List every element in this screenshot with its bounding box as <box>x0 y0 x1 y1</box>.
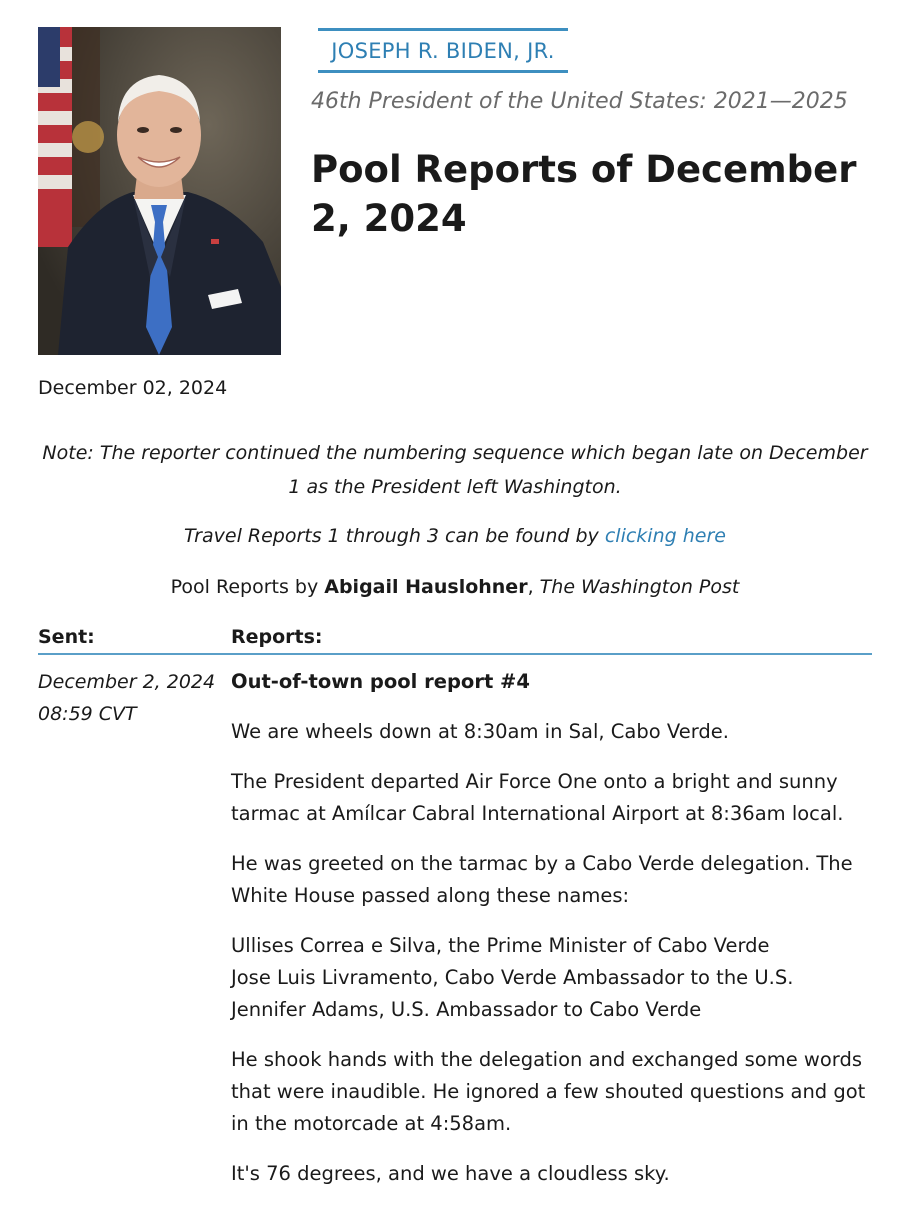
president-subtitle: 46th President of the United States: 2021—2025 <box>311 89 848 114</box>
header-divider <box>38 653 872 655</box>
delegation-name: Jose Luis Livramento, Cabo Verde Ambassador to the U.S. <box>231 966 794 989</box>
sent-date: December 2, 2024 <box>38 671 216 693</box>
president-portrait <box>38 27 281 355</box>
column-header-sent: Sent: <box>38 626 95 648</box>
byline-prefix: Pool Reports by <box>170 576 325 598</box>
report-paragraph: The President departed Air Force One onto a bright and sunny tarmac at Amílcar Cabral International Airport at 8:36am local. <box>231 770 844 825</box>
report-paragraph: He was greeted on the tarmac by a Cabo Verde delegation. The White House passed along these names: <box>231 852 853 907</box>
column-header-reports: Reports: <box>231 626 323 648</box>
report-date: December 02, 2024 <box>38 377 228 399</box>
byline <box>38 571 872 603</box>
page-title: Pool Reports of December 2, 2024 <box>311 148 857 240</box>
delegation-names <box>231 930 876 1026</box>
report-paragraph: He shook hands with the delegation and exchanged some words that were inaudible. He ignored a few shouted questions and got in the motorcade at 4:58am. <box>231 1048 866 1135</box>
travel-reports-line <box>38 520 872 552</box>
delegation-name: Jennifer Adams, U.S. Ambassador to Cabo Verde <box>231 998 702 1021</box>
report-title: Out-of-town pool report #4 <box>231 670 530 693</box>
report-cell <box>231 666 876 1208</box>
travel-reports-text: Travel Reports 1 through 3 can be found by <box>184 525 605 547</box>
sent-cell <box>38 666 223 730</box>
delegation-name: Ullises Correa e Silva, the Prime Minister of Cabo Verde <box>231 934 770 957</box>
report-paragraph: We are wheels down at 8:30am in Sal, Cabo Verde. <box>231 720 729 743</box>
byline-separator: , <box>527 576 540 598</box>
byline-author: Abigail Hauslohner <box>324 576 528 598</box>
clicking-here-link[interactable]: clicking here <box>604 525 726 547</box>
sent-time: 08:59 CVT <box>38 703 137 725</box>
president-name-link[interactable]: JOSEPH R. BIDEN, JR. <box>318 28 568 73</box>
report-paragraph: It's 76 degrees, and we have a cloudless sky. <box>231 1162 670 1185</box>
byline-outlet: The Washington Post <box>539 576 740 598</box>
note: Note: The reporter continued the numbering sequence which began late on December 1 as the President left Washington. <box>42 442 868 498</box>
